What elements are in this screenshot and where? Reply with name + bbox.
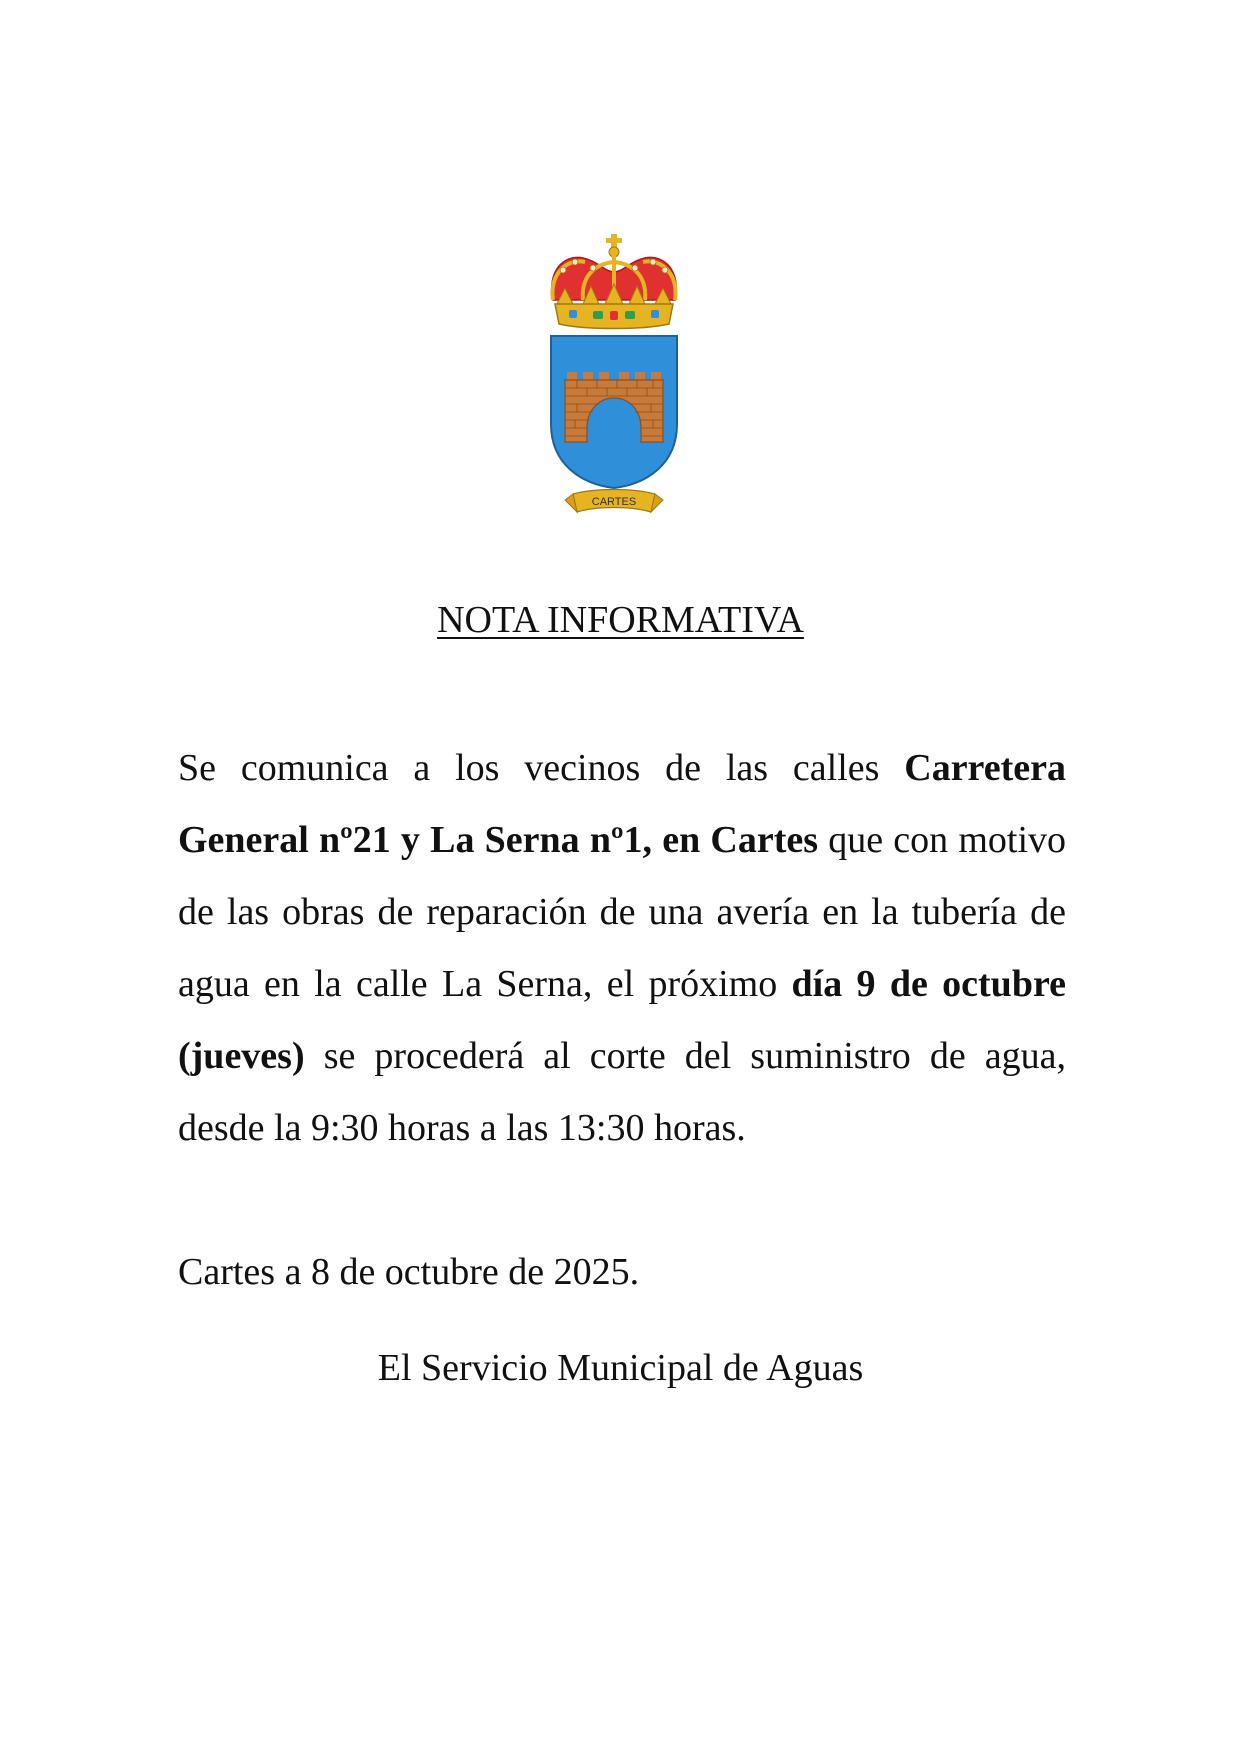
ribbon-banner-icon xyxy=(565,490,663,513)
crown-icon xyxy=(552,234,677,329)
notice-body-date: día 9 de octubre (jueves) xyxy=(178,963,1066,1077)
notice-date-line: Cartes a 8 de octubre de 2025. xyxy=(178,1251,640,1293)
notice-body-text-1: Se comunica a los vecinos de las calles xyxy=(178,747,905,789)
notice-body-text-2: que con motivo de las obras de reparación de una avería en la tubería de agua en la calle La Serna, el próximo xyxy=(178,819,1066,1005)
notice-body xyxy=(178,732,1066,1164)
ribbon-text: CARTES xyxy=(591,496,637,508)
notice-body-streets: Carretera General nº21 y La Serna nº1, en Cartes xyxy=(178,747,1066,861)
notice-signature: El Servicio Municipal de Aguas xyxy=(377,1347,864,1389)
notice-title: NOTA INFORMATIVA xyxy=(437,599,804,641)
notice-body-text-3: se procederá al corte del suministro de agua, desde la 9:30 horas a las 13:30 horas. xyxy=(178,1035,1066,1149)
cartes-coat-of-arms xyxy=(543,232,685,522)
